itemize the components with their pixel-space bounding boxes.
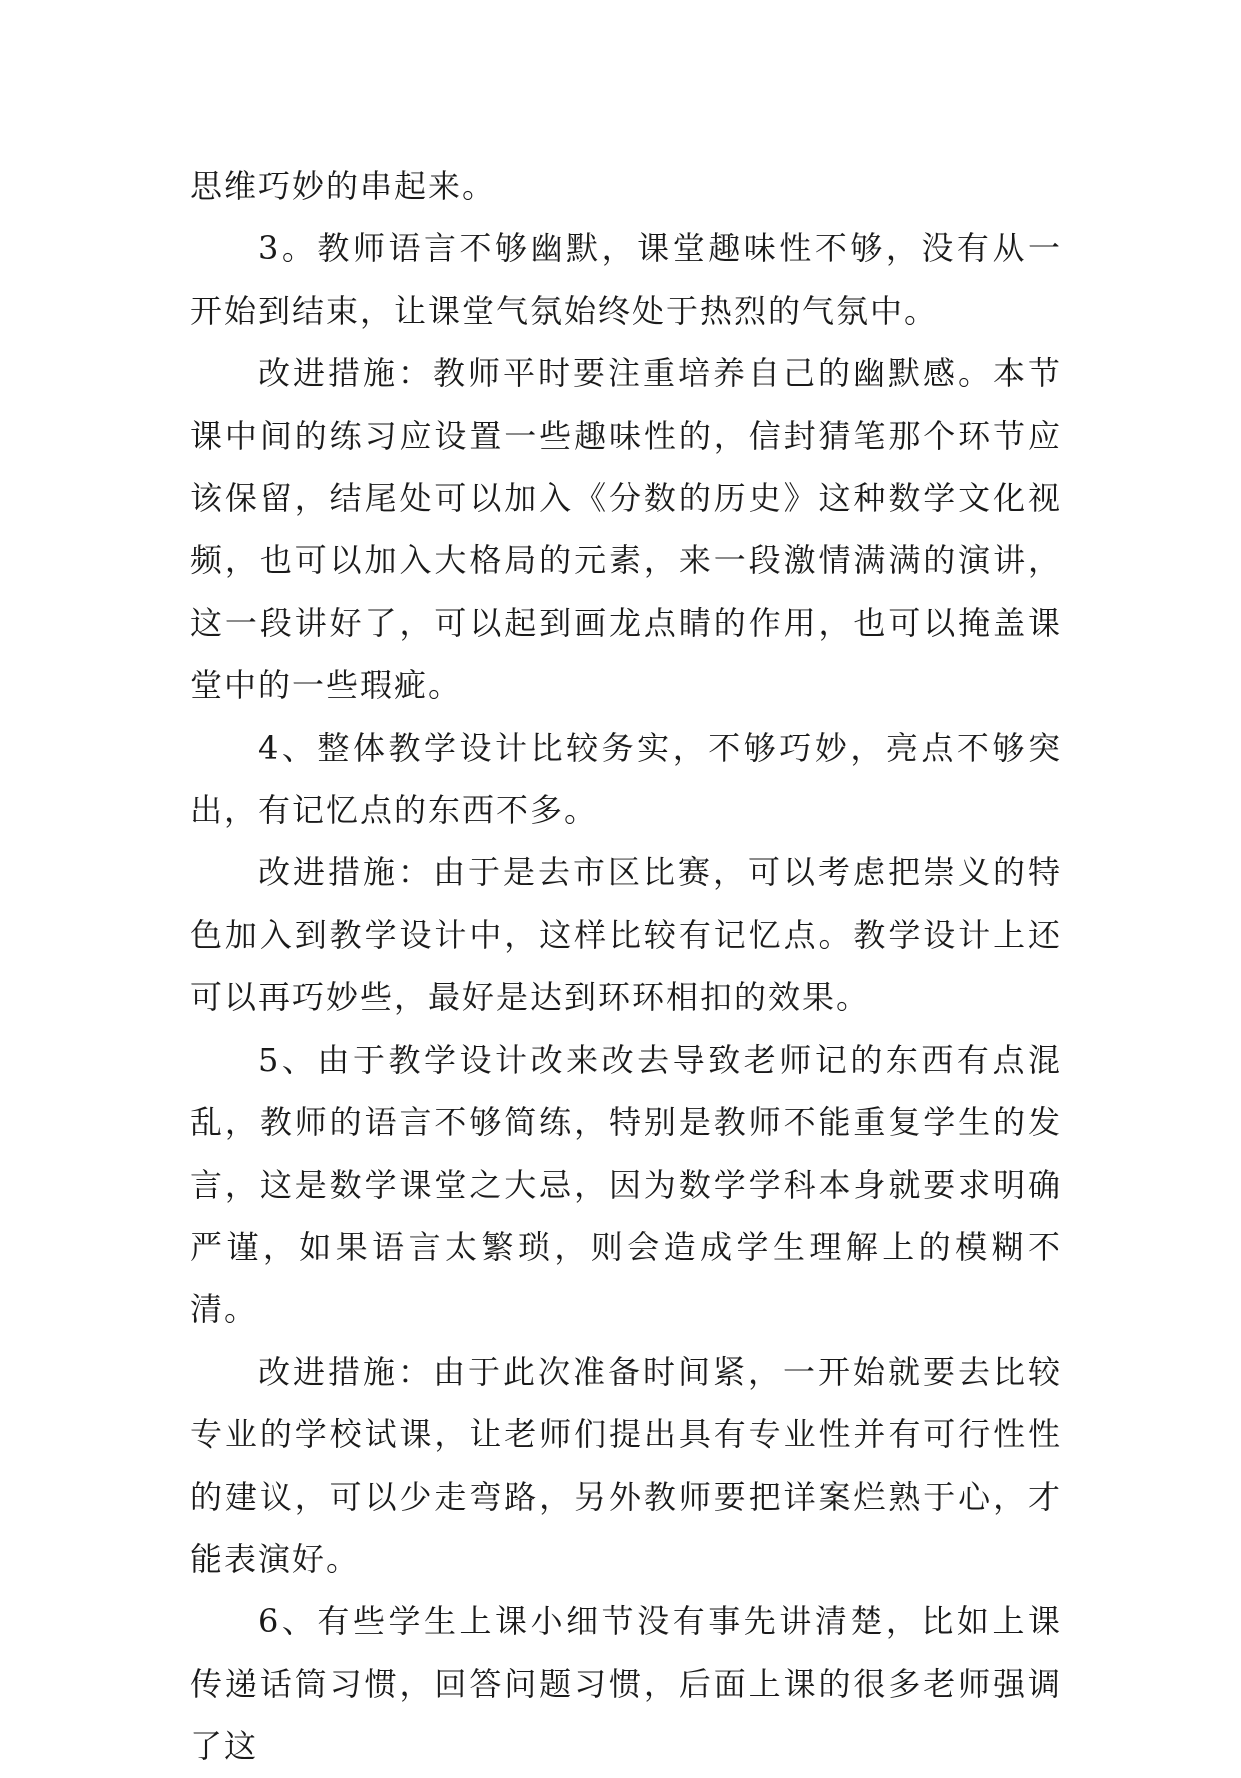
- paragraph-improvement-3: 改进措施：教师平时要注重培养自己的幽默感。本节课中间的练习应设置一些趣味性的，信封猜笔那个环节应该保留，结尾处可以加入《分数的历史》这种数学文化视频，也可以加入大格局的元素，来一段激情满满的演讲，这一段讲好了，可以起到画龙点睛的作用，也可以掩盖课堂中的一些瑕疵。: [190, 354, 1062, 705]
- paragraph-point-4: 4、整体教学设计比较务实，不够巧妙，亮点不够突出，有记忆点的东西不多。: [190, 728, 1062, 830]
- paragraph-point-3: 3。教师语言不够幽默，课堂趣味性不够，没有从一开始到结束，让课堂气氛始终处于热烈的气氛中。: [190, 229, 1062, 330]
- paragraph-improvement-4: 改进措施：由于是去市区比赛，可以考虑把崇义的特色加入到教学设计中，这样比较有记忆点。教学设计上还可以再巧妙些，最好是达到环环相扣的效果。: [190, 853, 1062, 1017]
- paragraph-continuation: 思维巧妙的串起来。: [190, 167, 497, 205]
- paragraph-point-6: 6、有些学生上课小细节没有事先讲清楚，比如上课传递话筒习惯，回答问题习惯，后面上课的很多老师强调了这: [190, 1602, 1062, 1766]
- body-text: [190, 155, 1062, 1778]
- paragraph-point-5: 5、由于教学设计改来改去导致老师记的东西有点混乱，教师的语言不够简练，特别是教师不能重复学生的发言，这是数学课堂之大忌，因为数学学科本身就要求明确严谨，如果语言太繁琐，则会造成学生理解上的模糊不清。: [190, 1040, 1062, 1329]
- paragraph-improvement-5: 改进措施：由于此次准备时间紧，一开始就要去比较专业的学校试课，让老师们提出具有专业性并有可行性性的建议，可以少走弯路，另外教师要把详案烂熟于心，才能表演好。: [190, 1352, 1062, 1578]
